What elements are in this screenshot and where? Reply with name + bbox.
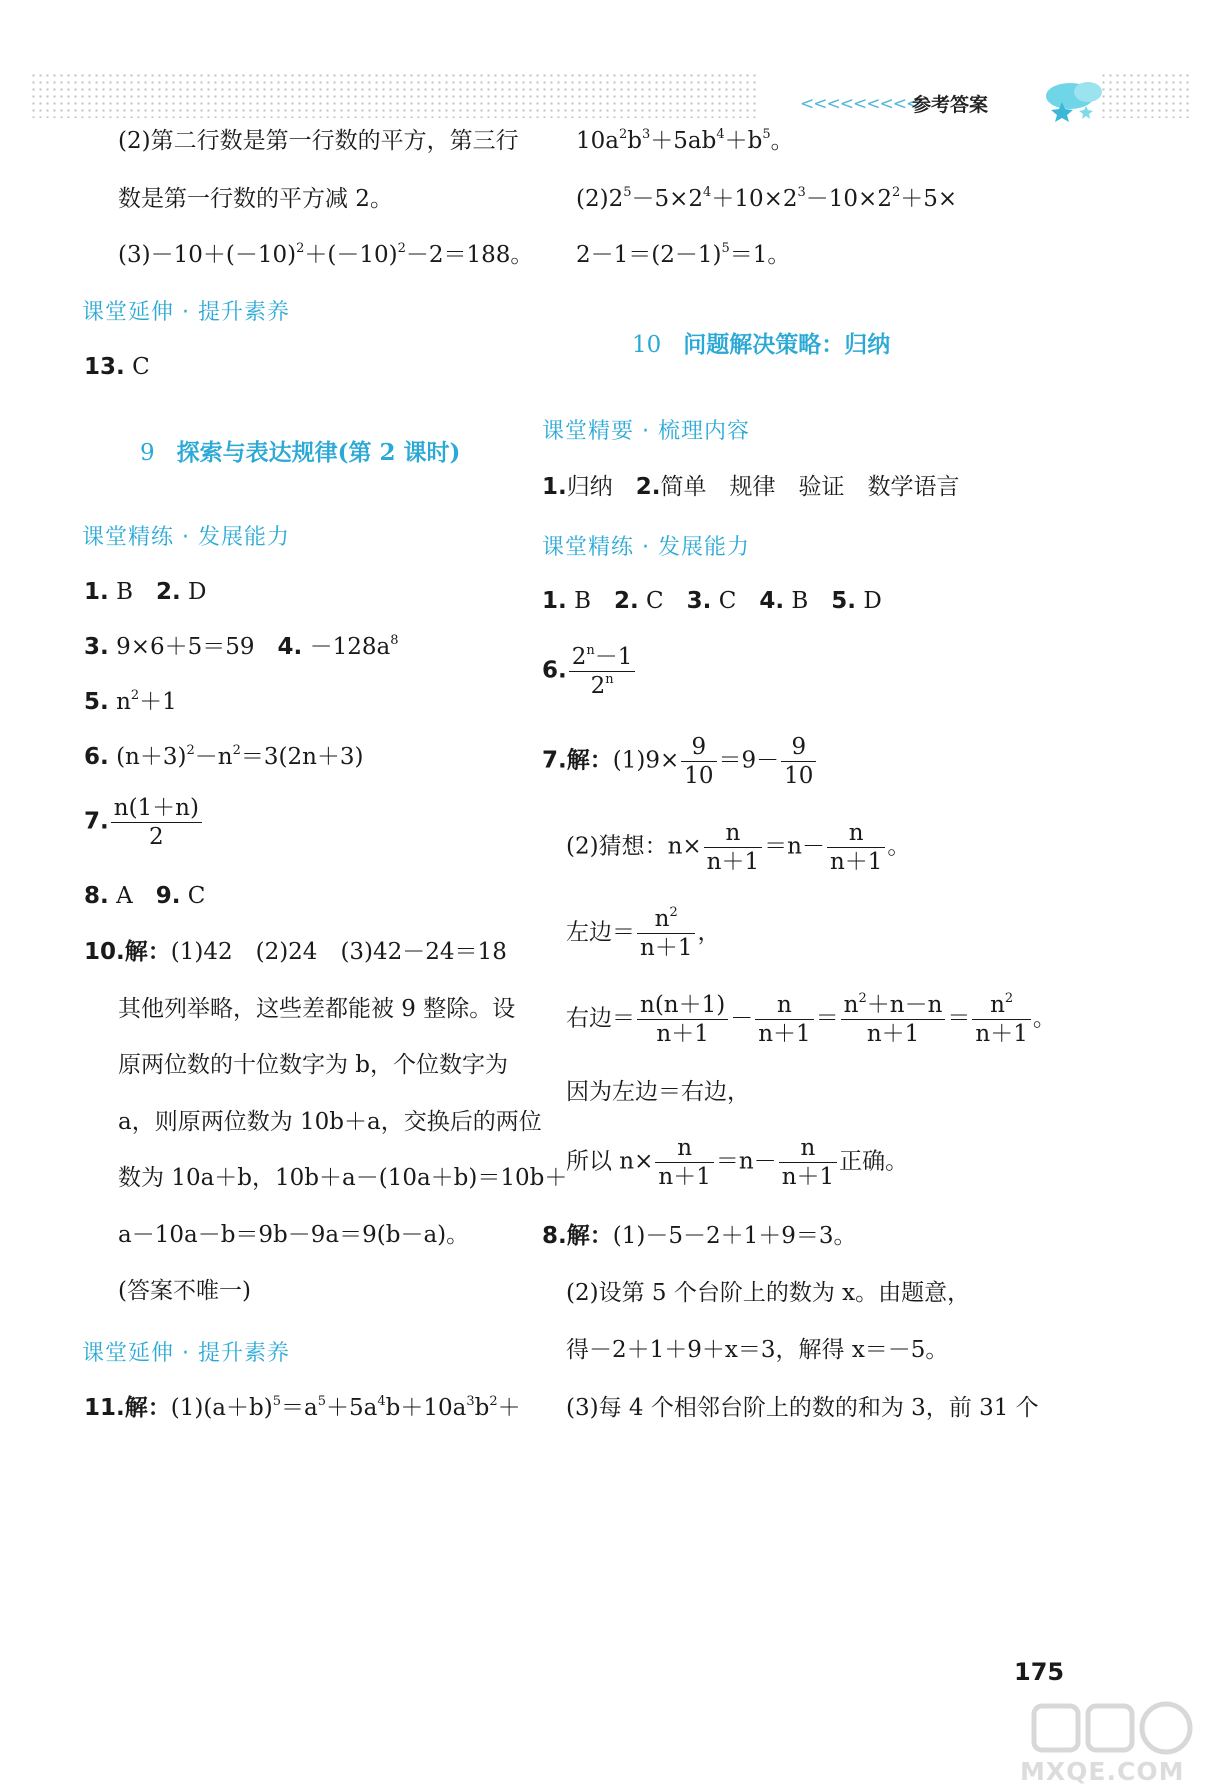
- answer-item: 8. A 9. C: [84, 883, 206, 909]
- fraction: $\frac{9}{10}$: [781, 733, 816, 790]
- answer-item: 1. B 2. D: [84, 579, 207, 605]
- answer-text: 得－2＋1＋9＋x＝3，解得 x＝－5。: [566, 1337, 949, 1363]
- answer-text: a，则原两位数为 10b＋a，交换后的两位: [118, 1109, 542, 1135]
- watermark-text: MXQE.COM: [1020, 1757, 1185, 1786]
- answer-item: 1. B 2. C 3. C 4. B 5. D: [542, 588, 882, 614]
- answer-text: (2)第二行数是第一行数的平方，第三行: [118, 128, 519, 154]
- section-heading: 课堂精要 · 梳理内容: [542, 419, 750, 444]
- answer-item: 13. C: [84, 354, 150, 380]
- fraction: $\frac{n}{n+1}$: [704, 819, 762, 876]
- answer-item: 7.解：(1)9× $\frac{9}{10}$ ＝9－ $\frac{9}{10}$: [542, 733, 818, 790]
- answer-text: (答案不唯一): [118, 1278, 251, 1304]
- fraction: $\frac{n(1+n)}{2}$: [111, 794, 202, 851]
- answer-text: a－10a－b＝9b－9a＝9(b－a)。: [118, 1222, 470, 1248]
- answer-item: 5. $n^2+1$: [84, 688, 177, 715]
- section-heading: 课堂延伸 · 提升素养: [82, 1341, 290, 1366]
- answer-text: 左边＝ $\frac{n^2}{n+1}$ ，: [566, 905, 721, 961]
- header-title: 参考答案: [912, 94, 989, 116]
- header-dot-pattern: [30, 72, 760, 118]
- section-heading: 课堂精练 · 发展能力: [82, 525, 290, 550]
- answer-text: 所以 n× $\frac{n}{n+1}$ ＝n－ $\frac{n}{n+1}$ 正确。: [566, 1135, 909, 1190]
- answer-text: (2)设第 5 个台阶上的数为 x。由题意，: [566, 1280, 971, 1306]
- fraction: $\frac{n}{n+1}$: [755, 991, 813, 1048]
- answer-item: 6. $(n+3)^2-n^2=3(2n+3)$: [84, 743, 364, 770]
- answer-text: (3)每 4 个相邻台阶上的数的和为 3，前 31 个: [566, 1395, 1039, 1421]
- answer-text: 右边＝ $\frac{n(n+1)}{n+1}$ － $\frac{n}{n+1}$ ＝ $\frac{n^2+n-n}{n+1}$ ＝ $\frac{n^2}{n+1}$ 。: [566, 991, 1056, 1047]
- section-heading: 课堂精练 · 发展能力: [542, 535, 750, 560]
- fraction: $\frac{n^2+n-n}{n+1}$: [841, 991, 946, 1048]
- fraction: $\frac{n}{n+1}$: [779, 1134, 837, 1191]
- answer-text: $2-1=(2-1)^5=1$。: [576, 241, 791, 268]
- answer-text: $(3)-10+(-10)^2+(-10)^2-2=188$。: [118, 241, 534, 268]
- answer-item: 6. $\frac{2^n-1}{2^n}$: [542, 643, 637, 700]
- fraction: $\frac{2^n-1}{2^n}$: [569, 643, 636, 700]
- lesson-title: 9 探索与表达规律(第 2 课时): [140, 439, 461, 466]
- page-number: 175: [1014, 1658, 1065, 1686]
- fraction: $\frac{n}{n+1}$: [827, 819, 885, 876]
- answer-text: 数是第一行数的平方减 2。: [118, 186, 393, 212]
- answer-item: 11.解：$(1)(a+b)^5=a^5+5a^4b+10a^3b^2+$: [84, 1394, 521, 1421]
- answer-item: 10.解：(1)42 (2)24 (3)42－24＝18: [84, 939, 507, 965]
- fraction: $\frac{n}{n+1}$: [655, 1134, 713, 1191]
- fraction: $\frac{9}{10}$: [681, 733, 716, 790]
- answer-item: 8.解：(1)－5－2＋1＋9＝3。: [542, 1223, 857, 1249]
- cloud-star-decoration-icon: [1040, 78, 1110, 122]
- answer-item: 7. $\frac{n(1+n)}{2}$: [84, 794, 204, 851]
- answer-text: (2)猜想：n× $\frac{n}{n+1}$ ＝n－ $\frac{n}{n+1}$ 。: [566, 820, 911, 875]
- fraction: $\frac{n^2}{n+1}$: [972, 991, 1030, 1048]
- section-heading: 课堂延伸 · 提升素养: [82, 300, 290, 325]
- header-dot-pattern-right: [1100, 72, 1190, 118]
- answer-text: 数为 10a＋b，10b＋a－(10a＋b)＝10b＋: [118, 1165, 568, 1191]
- answer-text: $10a^2b^3+5ab^4+b^5$。: [576, 127, 794, 154]
- answer-item: 1.归纳 2.简单 规律 验证 数学语言: [542, 474, 960, 500]
- header-arrows: <<<<<<<<<: [800, 94, 920, 114]
- answer-text: $(2)2^5-5\times 2^4+10\times 2^3-10\times 2^2+5\times$: [576, 185, 958, 212]
- answer-text: 原两位数的十位数字为 b，个位数字为: [118, 1052, 509, 1078]
- answer-text: 其他列举略，这些差都能被 9 整除。设: [118, 996, 516, 1022]
- answer-item: 3. 9×6＋5＝59 4. $-128a^8$: [84, 633, 399, 660]
- answer-text: 因为左边＝右边，: [566, 1079, 750, 1105]
- fraction: $\frac{n(n+1)}{n+1}$: [637, 991, 728, 1048]
- lesson-title: 10 问题解决策略：归纳: [632, 331, 891, 358]
- fraction: $\frac{n^2}{n+1}$: [637, 905, 695, 962]
